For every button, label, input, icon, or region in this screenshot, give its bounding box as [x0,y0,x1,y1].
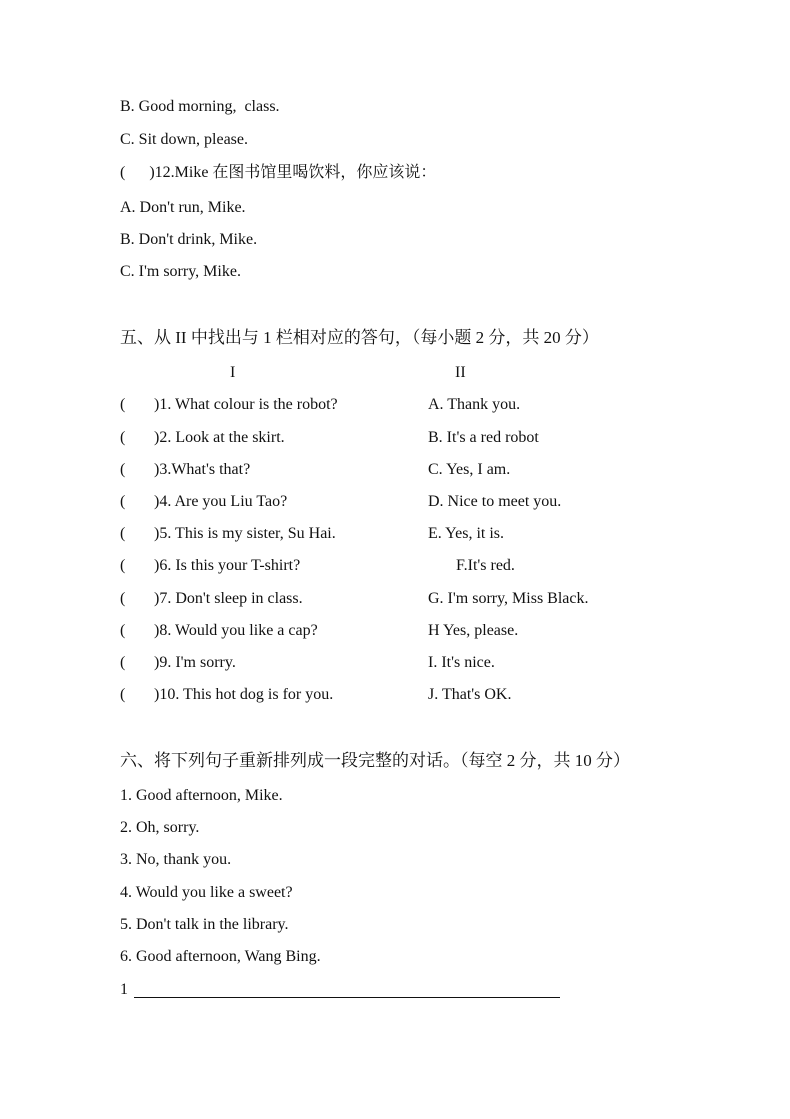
dialogue-sentence: 1. Good afternoon, Mike. [120,787,283,804]
section-6-heading: 六、将下列句子重新排列成一段完整的对话。（每空 2 分，共 10 分） [120,751,630,770]
matching-question: )3.What's that? [154,461,251,478]
matching-question: )9. I'm sorry. [154,654,236,671]
column-1-header: I [230,364,236,381]
answer-paren: ( [120,396,126,413]
matching-row [120,556,740,576]
answer-paren: ( [120,429,126,446]
answer-number: 1 [120,981,128,998]
matching-row [120,460,740,480]
option-text: C. I'm sorry, Mike. [120,263,241,280]
answer-paren: ( [120,461,126,478]
matching-question: )2. Look at the skirt. [154,429,285,446]
matching-question: )10. This hot dog is for you. [154,686,334,703]
answer-paren: ( [120,686,126,703]
option-text: B. Don't drink, Mike. [120,231,258,248]
dialogue-sentence: 4. Would you like a sweet? [120,884,293,901]
matching-question: )1. What colour is the robot? [154,396,338,413]
dialogue-sentence: 6. Good afternoon, Wang Bing. [120,948,321,965]
answer-paren: ( [120,525,126,542]
dialogue-sentence: 5. Don't talk in the library. [120,916,289,933]
answer-blank[interactable] [134,997,560,998]
answer-paren: ( [120,590,126,607]
answer-blank-row [120,980,570,1000]
matching-question: )8. Would you like a cap? [154,622,318,639]
matching-answer: I. It's nice. [428,654,495,671]
dialogue-sentence: 2. Oh, sorry. [120,819,200,836]
matching-question: )5. This is my sister, Su Hai. [154,525,336,542]
matching-row [120,685,740,705]
matching-answer: J. That's OK. [428,686,512,703]
answer-paren: ( [120,654,126,671]
option-text: A. Don't run, Mike. [120,199,246,216]
column-2-header: II [455,364,466,381]
matching-row [120,428,740,448]
matching-answer: B. It's a red robot [428,429,539,446]
matching-row [120,395,740,415]
matching-answer: F.It's red. [456,557,515,574]
matching-row [120,589,740,609]
matching-question: )7. Don't sleep in class. [154,590,303,607]
matching-question: )6. Is this your T-shirt? [154,557,301,574]
section-5-heading: 五、从 II 中找出与 1 栏相对应的答句，（每小题 2 分，共 20 分） [120,328,599,347]
option-text: C. Sit down, please. [120,131,248,148]
matching-answer: A. Thank you. [428,396,521,413]
matching-row [120,621,740,641]
answer-paren: ( [120,493,126,510]
matching-row [120,653,740,673]
matching-answer: E. Yes, it is. [428,525,505,542]
matching-answer: H Yes, please. [428,622,519,639]
dialogue-sentence: 3. No, thank you. [120,851,232,868]
matching-row [120,492,740,512]
answer-paren: ( [120,622,126,639]
option-text: B. Good morning, class. [120,98,280,115]
matching-row [120,524,740,544]
matching-answer: D. Nice to meet you. [428,493,562,510]
matching-question: )4. Are you Liu Tao? [154,493,288,510]
matching-answer: G. I'm sorry, Miss Black. [428,590,589,607]
question-12: ( )12.Mike 在图书馆里喝饮料，你应该说： [120,164,437,181]
matching-answer: C. Yes, I am. [428,461,511,478]
answer-paren: ( [120,557,126,574]
